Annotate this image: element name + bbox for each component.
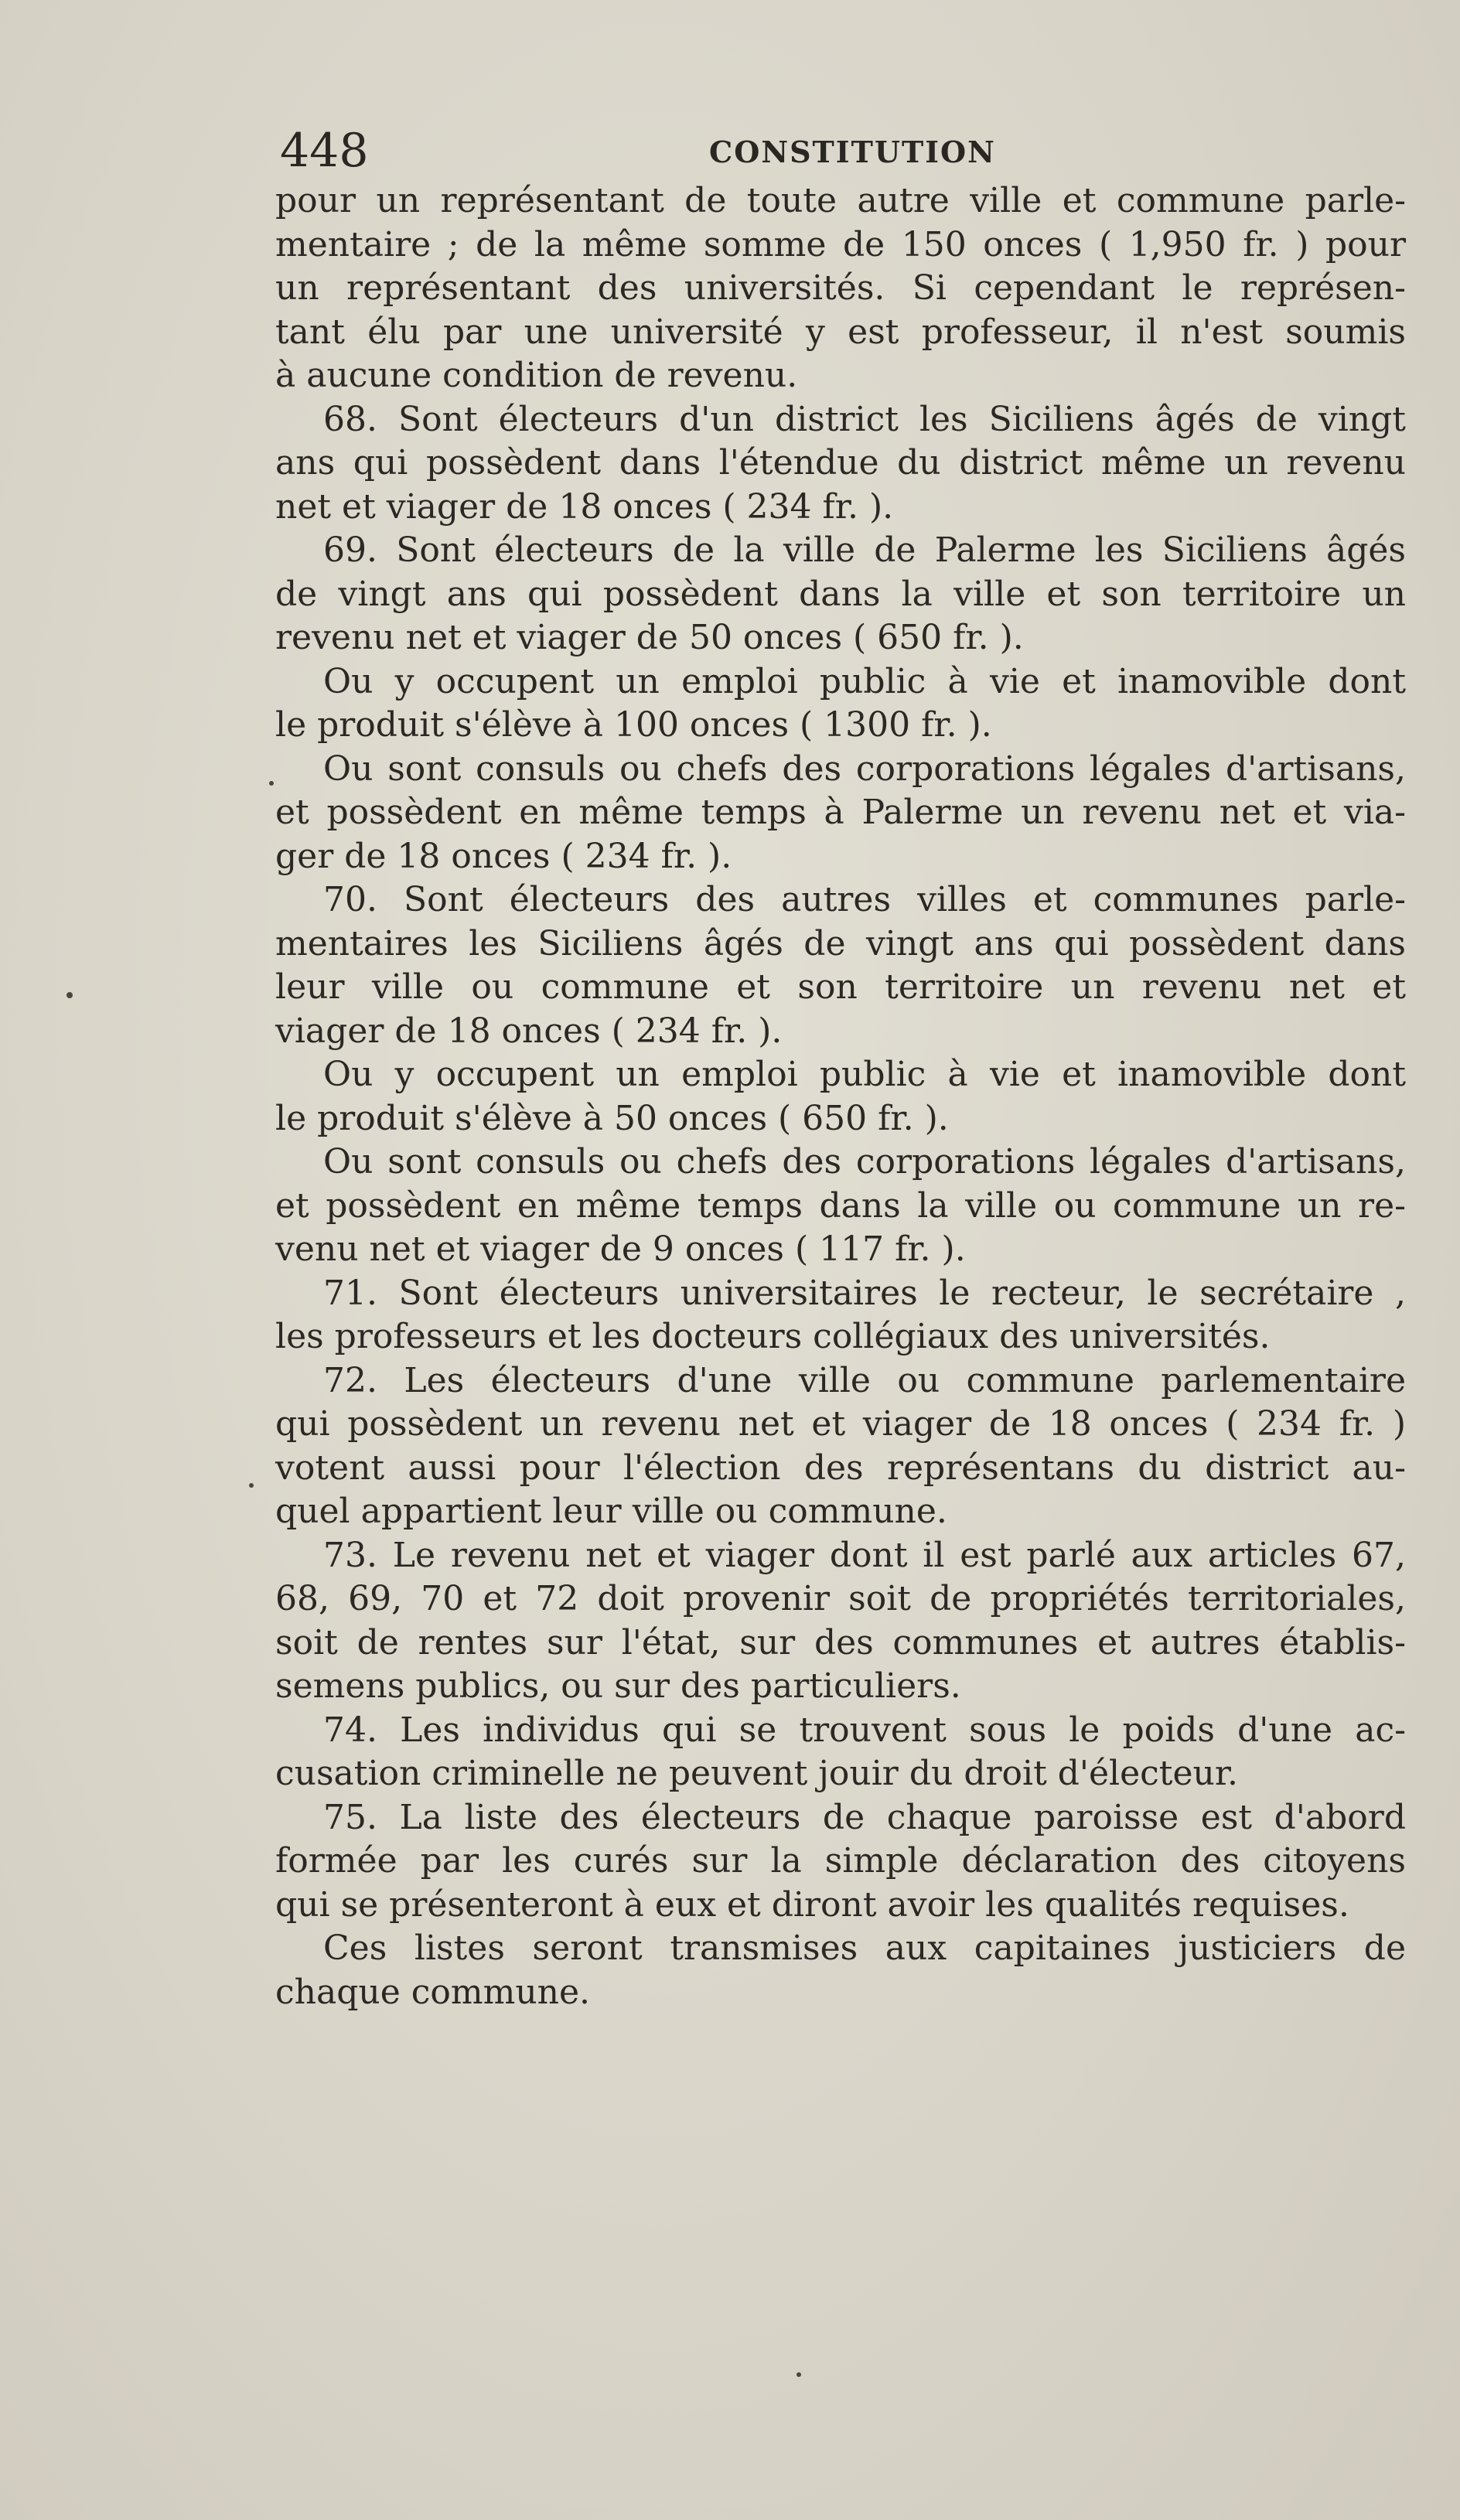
ink-speck bbox=[67, 992, 73, 998]
text-line: ger de 18 onces ( 234 fr. ). bbox=[275, 836, 732, 876]
text-line: chaque commune. bbox=[275, 1972, 591, 2012]
text-line: mentaires les Siciliens âgés de vingt ans qui possèdent dans bbox=[275, 923, 1406, 963]
text-line: qui possèdent un revenu net et viager de 18 onces ( 234 fr. ) bbox=[275, 1404, 1406, 1444]
ink-speck bbox=[249, 1483, 254, 1488]
text-line: de vingt ans qui possèdent dans la ville et son territoire un bbox=[275, 574, 1406, 614]
text-line: Ou sont consuls ou chefs des corporations légales d'artisans, bbox=[323, 1142, 1406, 1182]
body-text bbox=[275, 179, 1406, 2014]
text-line: venu net et viager de 9 onces ( 117 fr. ). bbox=[275, 1229, 966, 1269]
text-line: 72. Les électeurs d'une ville ou commune parlementaire bbox=[323, 1360, 1406, 1400]
text-line: formée par les curés sur la simple déclaration des citoyens bbox=[275, 1841, 1406, 1881]
text-line: 69. Sont électeurs de la ville de Palerme les Siciliens âgés bbox=[323, 530, 1406, 570]
text-line: Ou y occupent un emploi public à vie et inamovible dont bbox=[323, 661, 1406, 701]
text-line: 70. Sont électeurs des autres villes et communes parle- bbox=[323, 880, 1406, 919]
text-line: Ou y occupent un emploi public à vie et inamovible dont bbox=[323, 1055, 1406, 1094]
text-line: le produit s'élève à 100 onces ( 1300 fr. ). bbox=[275, 705, 992, 745]
text-line: Ces listes seront transmises aux capitaines justiciers de bbox=[323, 1928, 1406, 1968]
text-line: le produit s'élève à 50 onces ( 650 fr. ). bbox=[275, 1098, 949, 1138]
page-number: 448 bbox=[280, 124, 369, 178]
running-head: CONSTITUTION bbox=[709, 135, 996, 169]
text-line: 75. La liste des électeurs de chaque paroisse est d'abord bbox=[323, 1797, 1406, 1837]
text-line: quel appartient leur ville ou commune. bbox=[275, 1492, 947, 1531]
text-line: 68, 69, 70 et 72 doit provenir soit de propriétés territoriales, bbox=[275, 1579, 1406, 1618]
text-line: tant élu par une université y est professeur, il n'est soumis bbox=[275, 312, 1406, 352]
text-line: viager de 18 onces ( 234 fr. ). bbox=[275, 1011, 783, 1051]
text-line: Ou sont consuls ou chefs des corporations légales d'artisans, bbox=[323, 748, 1406, 789]
text-line: cusation criminelle ne peuvent jouir du droit d'électeur. bbox=[275, 1754, 1239, 1793]
text-line: revenu net et viager de 50 onces ( 650 fr. ). bbox=[275, 618, 1024, 657]
text-line: un représentant des universités. Si cependant le représen- bbox=[275, 268, 1406, 308]
text-line: pour un représentant de toute autre ville et commune parle- bbox=[275, 181, 1406, 220]
text-line: 71. Sont électeurs universitaires le recteur, le secrétaire , bbox=[323, 1273, 1406, 1313]
page-header bbox=[280, 124, 1363, 178]
ink-speck bbox=[269, 781, 274, 786]
text-line: 74. Les individus qui se trouvent sous le poids d'une ac- bbox=[323, 1710, 1406, 1750]
text-line: leur ville ou commune et son territoire un revenu net et bbox=[275, 967, 1406, 1007]
text-line: et possèdent en même temps dans la ville ou commune un re- bbox=[275, 1185, 1406, 1226]
ink-speck bbox=[797, 2372, 801, 2377]
text-line: votent aussi pour l'élection des représentans du district au- bbox=[275, 1448, 1406, 1488]
text-line: soit de rentes sur l'état, sur des communes et autres établis- bbox=[275, 1622, 1406, 1662]
text-line: et possèdent en même temps à Palerme un revenu net et via- bbox=[275, 793, 1406, 832]
text-line: à aucune condition de revenu. bbox=[275, 356, 798, 395]
text-line: qui se présenteront à eux et diront avoir les qualités requises. bbox=[275, 1884, 1349, 1925]
text-line: mentaire ; de la même somme de 150 onces ( 1,950 fr. ) pour bbox=[275, 224, 1406, 264]
text-line: 73. Le revenu net et viager dont il est parlé aux articles 67, bbox=[323, 1535, 1406, 1575]
text-line: ans qui possèdent dans l'étendue du district même un revenu bbox=[275, 443, 1406, 483]
text-line: les professeurs et les docteurs collégiaux des universités. bbox=[275, 1317, 1271, 1356]
text-line: semens publics, ou sur des particuliers. bbox=[275, 1666, 961, 1706]
text-line: net et viager de 18 onces ( 234 fr. ). bbox=[275, 486, 894, 527]
text-line: 68. Sont électeurs d'un district les Siciliens âgés de vingt bbox=[323, 399, 1406, 439]
